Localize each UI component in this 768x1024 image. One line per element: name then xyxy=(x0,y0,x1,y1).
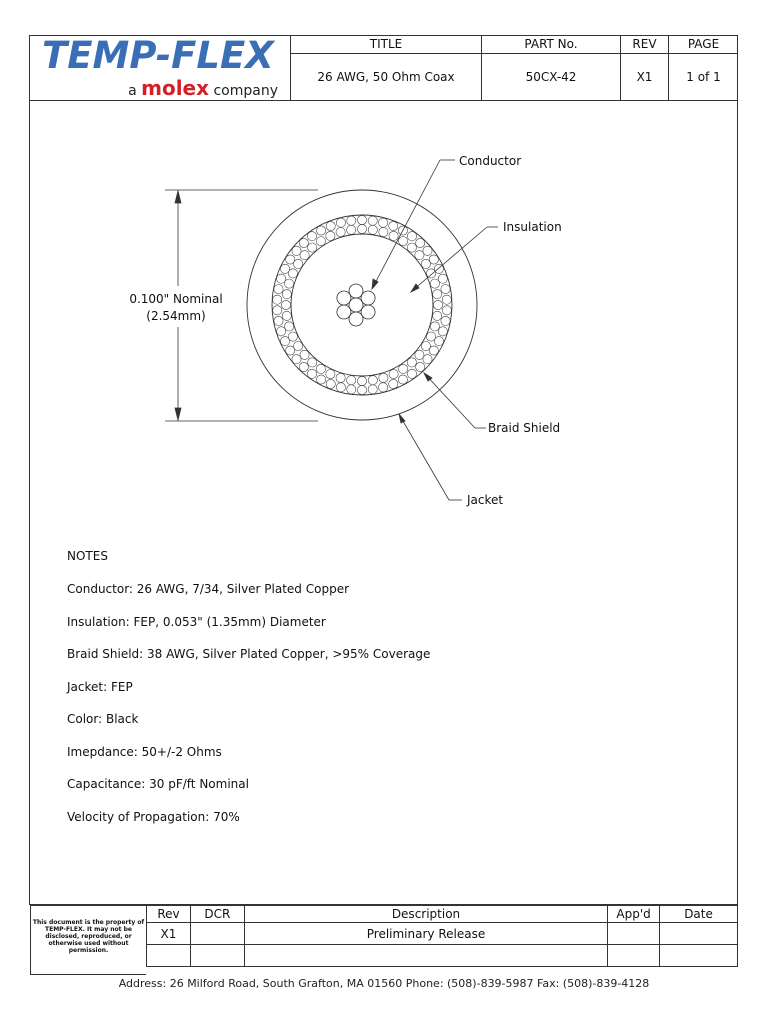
notes-heading: NOTES xyxy=(67,549,108,563)
header-description: Description xyxy=(244,906,607,923)
dimension-label-line1: 0.100" Nominal xyxy=(129,292,223,306)
note-item: Color: Black xyxy=(67,712,139,726)
logo-suffix: company xyxy=(213,83,278,99)
cell-approved xyxy=(608,945,660,967)
callout-insulation: Insulation xyxy=(503,220,562,234)
table-row xyxy=(147,923,738,945)
disclaimer: This document is the property of TEMP-FLEX. It may not be disclosed, reproduced, or otherwise used without permission. xyxy=(30,905,146,975)
conductor-strands xyxy=(337,284,375,326)
header-rev: Rev xyxy=(147,906,191,923)
note-item: Imepdance: 50+/-2 Ohms xyxy=(67,745,222,759)
callout-jacket: Jacket xyxy=(467,493,504,507)
cell-rev: X1 xyxy=(147,923,191,945)
part-label: PART No. xyxy=(482,36,620,54)
table-row xyxy=(147,945,738,967)
note-item: Velocity of Propagation: 70% xyxy=(67,810,240,824)
logo-brand: TEMP-FLEX xyxy=(42,34,274,77)
note-item: Braid Shield: 38 AWG, Silver Plated Copper, >95% Coverage xyxy=(67,647,431,661)
header-approved: App'd xyxy=(608,906,660,923)
title-label: TITLE xyxy=(291,36,481,54)
callout-braid-shield: Braid Shield xyxy=(488,421,561,435)
revision-header-row xyxy=(147,906,738,923)
page-label: PAGE xyxy=(669,36,738,54)
header-date: Date xyxy=(660,906,738,923)
braid-shield-strands xyxy=(273,215,452,394)
dimension-label-line2: (2.54mm) xyxy=(146,309,206,323)
insulation-outline xyxy=(291,234,433,376)
logo-prefix: a xyxy=(128,83,137,99)
logo-company-brand: molex xyxy=(141,76,210,100)
footer-address: Address: 26 Milford Road, South Grafton, MA 01560 Phone: (508)-839-5987 Fax: (508)-839-4128 xyxy=(118,977,650,990)
cell-date xyxy=(660,945,738,967)
note-item: Conductor: 26 AWG, 7/34, Silver Plated Copper xyxy=(67,582,350,596)
revision-table xyxy=(29,905,738,975)
header-dcr: DCR xyxy=(190,906,244,923)
rev-value: X1 xyxy=(636,70,653,84)
callout-leaders xyxy=(372,160,498,500)
cell-approved xyxy=(608,923,660,945)
cell-rev xyxy=(147,945,191,967)
rev-label: REV xyxy=(621,36,668,54)
note-item: Insulation: FEP, 0.053" (1.35mm) Diameter xyxy=(67,615,326,629)
note-item: Capacitance: 30 pF/ft Nominal xyxy=(67,777,249,791)
callout-conductor: Conductor xyxy=(459,154,522,168)
cell-description xyxy=(244,945,607,967)
page-value: 1 of 1 xyxy=(686,70,721,84)
note-item: Jacket: FEP xyxy=(67,680,133,694)
cell-date xyxy=(660,923,738,945)
cell-dcr xyxy=(190,923,244,945)
part-value: 50CX-42 xyxy=(525,70,577,84)
cell-dcr xyxy=(190,945,244,967)
title-value: 26 AWG, 50 Ohm Coax xyxy=(317,70,455,84)
cell-description: Preliminary Release xyxy=(244,923,607,945)
braid-outer-outline xyxy=(272,215,452,395)
